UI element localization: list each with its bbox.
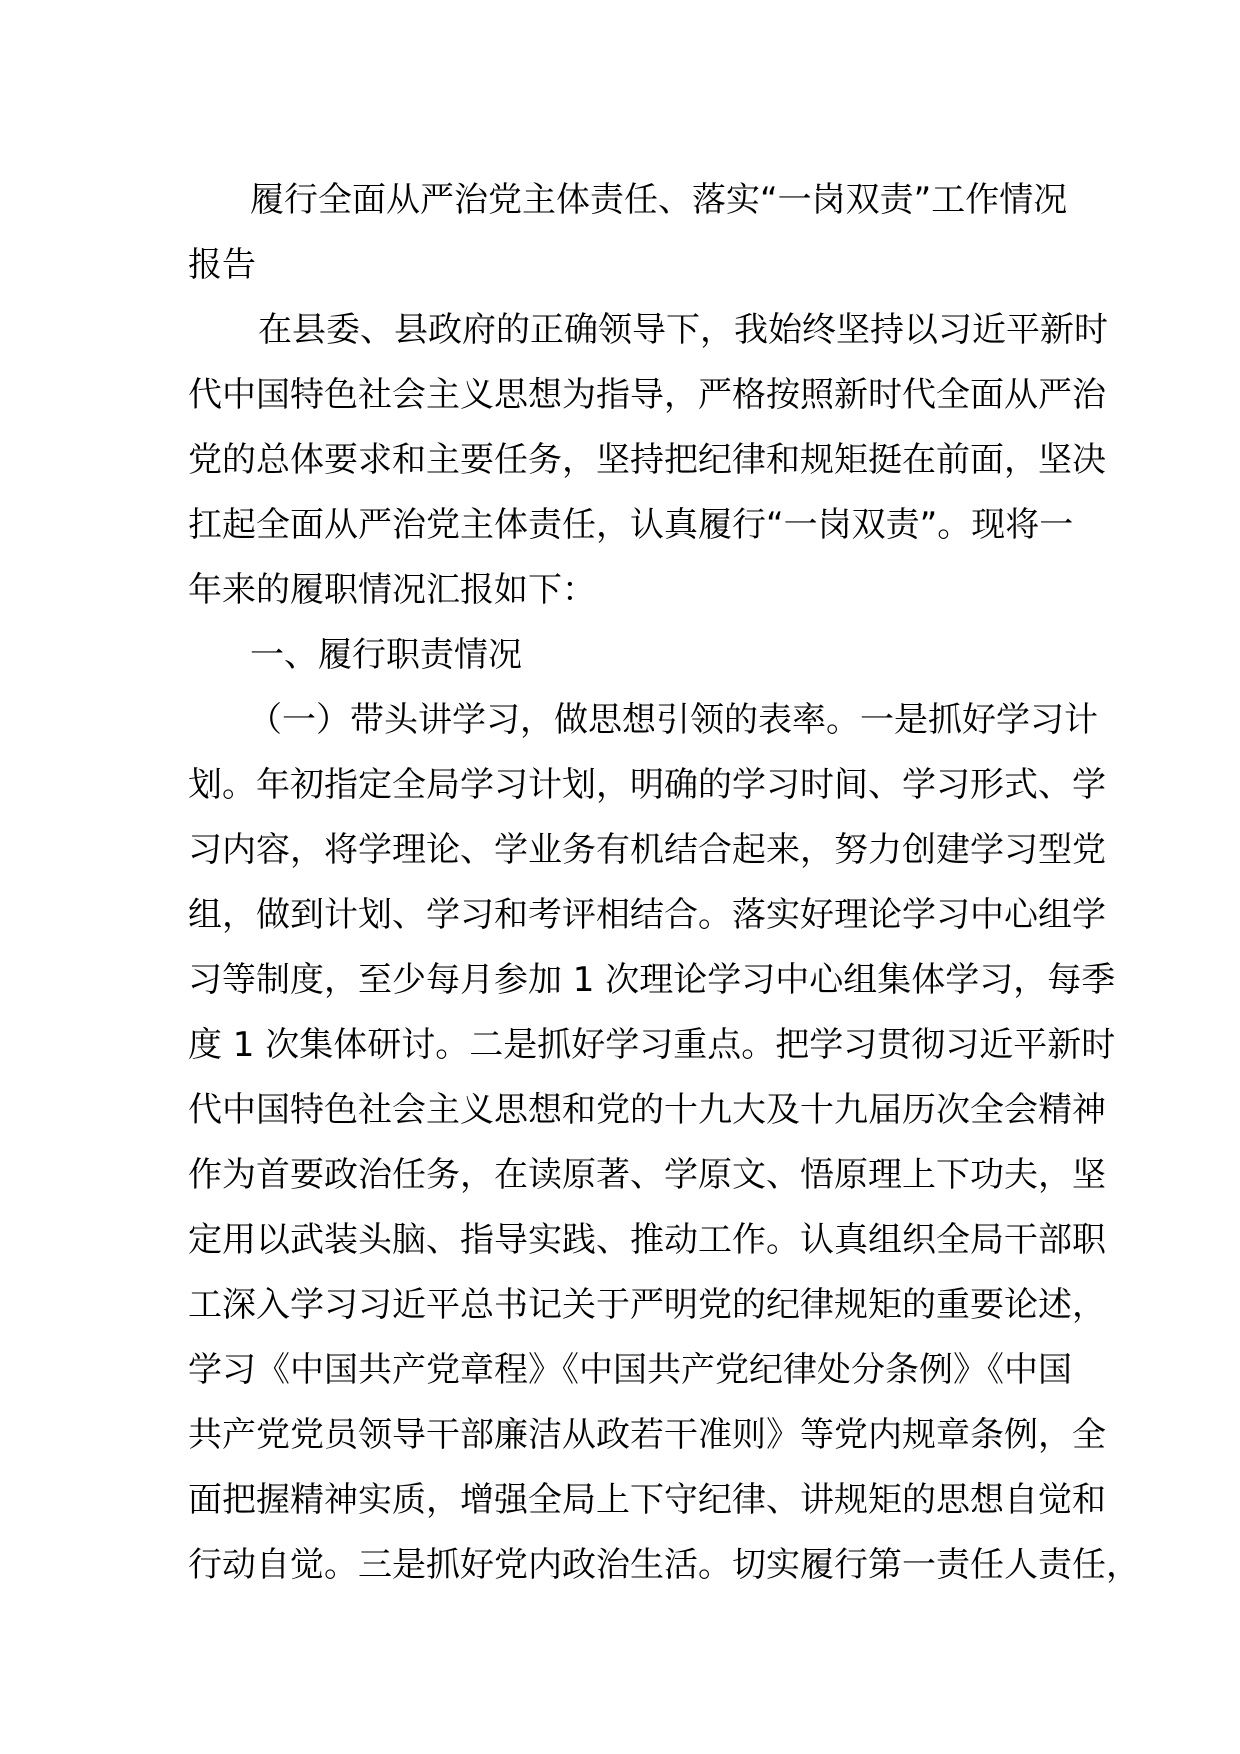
intro-paragraph-line: 代中国特色社会主义思想为指导，严格按照新时代全面从严治 [188, 375, 1106, 415]
subsection-paragraph-line: 工深入学习习近平总书记关于严明党的纪律规矩的重要论述， [188, 1285, 1106, 1325]
document-body [188, 168, 1140, 1598]
subsection-paragraph-line: 面把握精神实质，增强全局上下守纪律、讲规矩的思想自觉和 [188, 1480, 1106, 1520]
title-line: 履行全面从严治党主体责任、落实“一岗双责”工作情况 [250, 180, 1068, 220]
subsection-paragraph-line: 代中国特色社会主义思想和党的十九大及十九届历次全会精神 [188, 1090, 1106, 1130]
subsection-paragraph-line: 习内容，将学理论、学业务有机结合起来，努力创建学习型党 [188, 830, 1106, 870]
subsection-paragraph-line: 行动自觉。三是抓好党内政治生活。切实履行第一责任人责任， [188, 1545, 1140, 1585]
subsection-paragraph-line: 度 1 次集体研讨。二是抓好学习重点。把学习贯彻习近平新时 [188, 1025, 1116, 1065]
subsection-paragraph-line: 作为首要政治任务，在读原著、学原文、悟原理上下功夫，坚 [188, 1155, 1106, 1195]
subsection-paragraph-line: 习等制度，至少每月参加 1 次理论学习中心组集体学习，每季 [188, 960, 1116, 1000]
subsection-paragraph-line: 定用以武装头脑、指导实践、推动工作。认真组织全局干部职 [188, 1220, 1106, 1260]
subsection-paragraph-line: 共产党党员领导干部廉洁从政若干准则》等党内规章条例，全 [188, 1415, 1106, 1455]
intro-paragraph-line: 党的总体要求和主要任务，坚持把纪律和规矩挺在前面，坚决 [188, 440, 1106, 480]
subsection-paragraph-line: 学习《中国共产党章程》《中国共产党纪律处分条例》《中国 [188, 1350, 1072, 1390]
subsection-paragraph-line: 划。年初指定全局学习计划，明确的学习时间、学习形式、学 [188, 765, 1106, 805]
subsection-paragraph-line: （一）带头讲学习，做思想引领的表率。一是抓好学习计 [248, 700, 1098, 740]
section-heading: 一、履行职责情况 [250, 635, 522, 675]
subsection-paragraph-line: 组，做到计划、学习和考评相结合。落实好理论学习中心组学 [188, 895, 1106, 935]
intro-paragraph-line: 扛起全面从严治党主体责任，认真履行“一岗双责”。现将一 [188, 505, 1074, 545]
title-line: 报告 [188, 245, 256, 285]
intro-paragraph-line: 年来的履职情况汇报如下： [188, 570, 596, 610]
intro-paragraph-line: 在县委、县政府的正确领导下，我始终坚持以习近平新时 [258, 310, 1108, 350]
